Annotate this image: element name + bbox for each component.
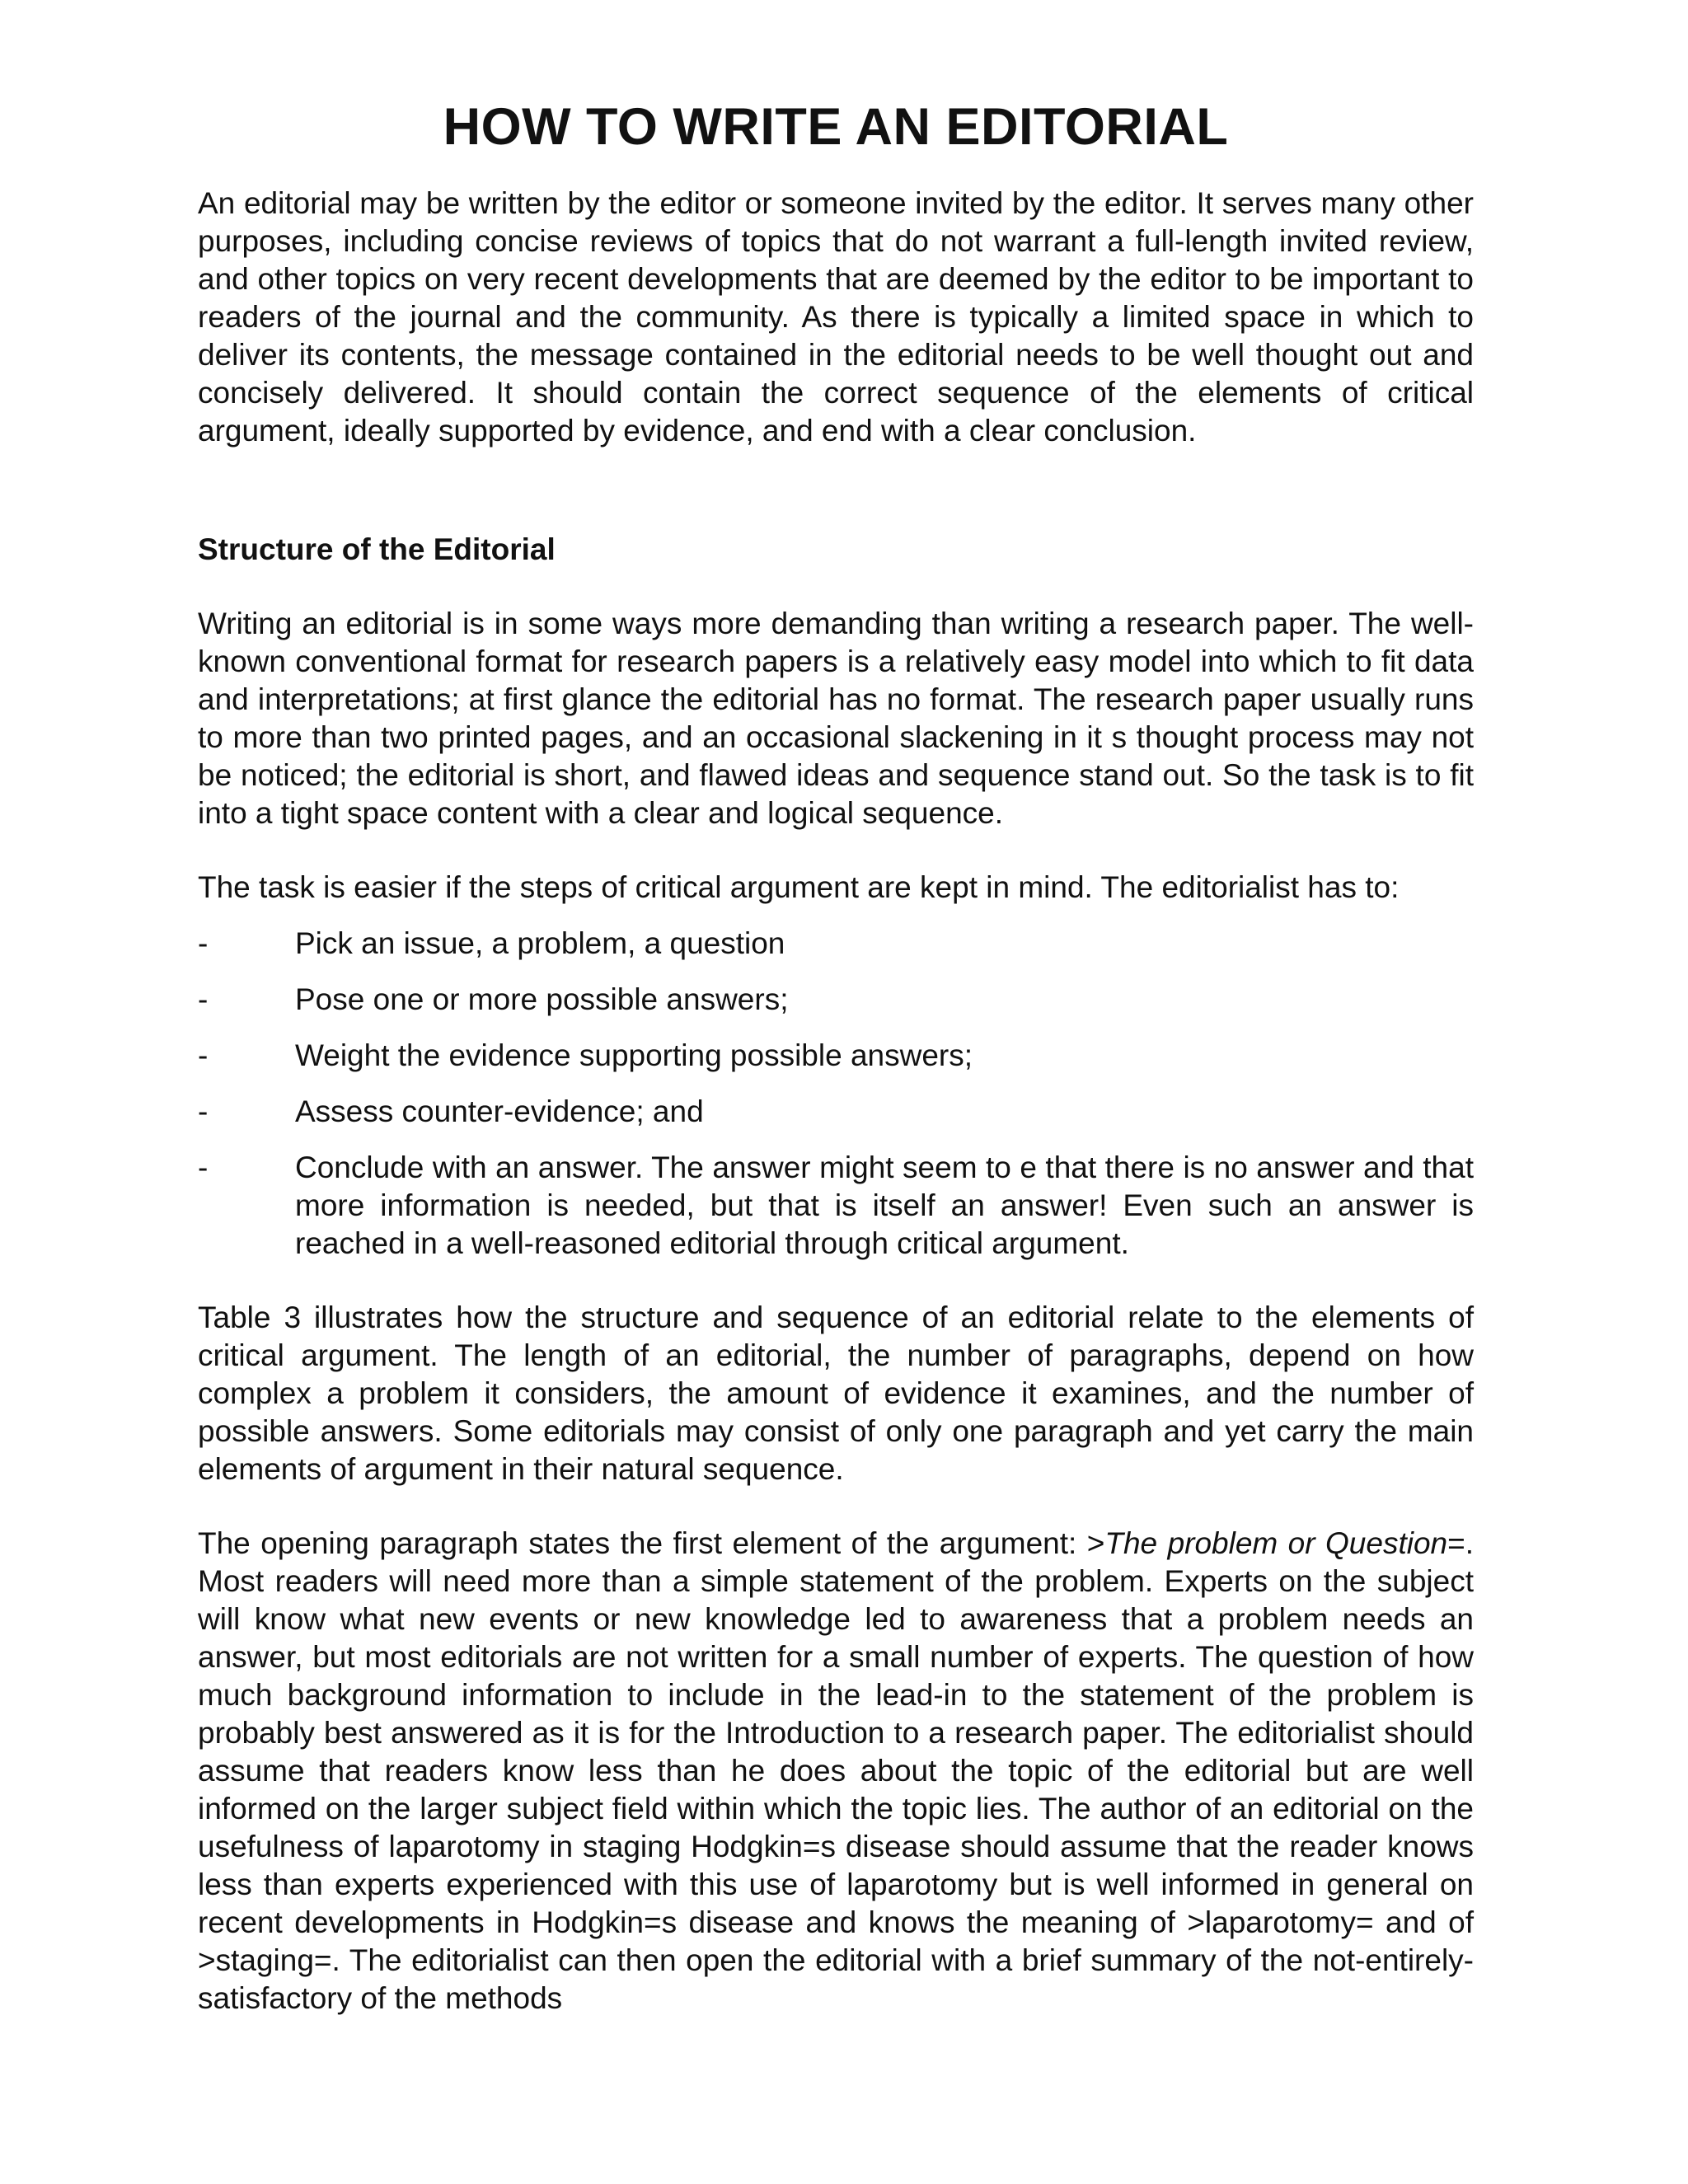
- opening-paragraph-rest: =. Most readers will need more than a simple statement of the problem. Experts on the subject will know what new events or new knowledge led to awareness that a problem needs an answer, but most editorials are not written for a small number of experts. The question of how much background information to include in the lead-in to the statement of the problem is probably best answered as it is for the Introduction to a research paper. The editorialist should assume that readers know less than he does about the topic of the editorial but are well informed on the larger subject field within which the topic lies. The author of an editorial on the usefulness of laparotomy in staging Hodgkin=s disease should assume that the reader knows less than experts experienced with this use of laparotomy but is well informed in general on recent developments in Hodgkin=s disease and knows the meaning of >laparotomy= and of >staging=. The editorialist can then open the editorial with a brief summary of the not-entirely-satisfactory of the methods: [198, 1526, 1474, 2016]
- list-item: [198, 1149, 1474, 1263]
- section-heading: Structure of the Editorial: [198, 532, 556, 567]
- list-item: [198, 925, 1474, 963]
- opening-paragraph-emphasis: The problem or Question: [1104, 1526, 1448, 1561]
- structure-paragraph-3: Table 3 illustrates how the structure and sequence of an editorial relate to the elements of critical argument. The length of an editorial, the number of paragraphs, depend on how complex a problem it considers, the amount of evidence it examines, and the number of possible answers. Some editorials may consist of only one paragraph and yet carry the main elements of argument in their natural sequence.: [198, 1301, 1474, 1487]
- paragraph-spacer: [198, 832, 1474, 869]
- list-marker: -: [198, 1038, 209, 1073]
- list-marker: -: [198, 1151, 209, 1185]
- heading-spacer: [198, 569, 1474, 605]
- paragraph-spacer: [198, 1488, 1474, 1525]
- section-spacer: [198, 450, 1474, 531]
- list-marker: -: [198, 926, 209, 961]
- structure-paragraph-2: The task is easier if the steps of critical argument are kept in mind. The editorialist has to:: [198, 870, 1400, 905]
- list-marker: -: [198, 1094, 209, 1129]
- opening-paragraph: [198, 1525, 1474, 2018]
- document-title: HOW TO WRITE AN EDITORIAL: [443, 98, 1229, 156]
- opening-paragraph-lead: The opening paragraph states the first element of the argument: >: [198, 1526, 1105, 1561]
- list-item-text: Assess counter-evidence; and: [295, 1094, 704, 1129]
- list-item-text: Pick an issue, a problem, a question: [295, 926, 785, 961]
- structure-paragraph-1: Writing an editorial is in some ways more demanding than writing a research paper. The well-known conventional format for research papers is a relatively easy model into which to fit data and interpretations; at first glance the editorial has no format. The research paper usually runs to more than two printed pages, and an occasional slackening in it s thought process may not be noticed; the editorial is short, and flawed ideas and sequence stand out. So the task is to fit into a tight space content with a clear and logical sequence.: [198, 607, 1474, 831]
- critical-argument-steps: [198, 925, 1474, 1263]
- list-marker: -: [198, 982, 209, 1017]
- list-item: [198, 981, 1474, 1019]
- list-item-text: Weight the evidence supporting possible answers;: [295, 1038, 973, 1073]
- list-item: [198, 1093, 1474, 1131]
- list-item: [198, 1037, 1474, 1075]
- list-item-text: Conclude with an answer. The answer might seem to e that there is no answer and that more information is needed, but that is itself an answer! Even such an answer is reached in a well-reasoned editorial through critical argument.: [295, 1151, 1474, 1261]
- document-page: [198, 97, 1474, 2018]
- intro-paragraph: An editorial may be written by the editor or someone invited by the editor. It serves many other purposes, including concise reviews of topics that do not warrant a full-length invited review, and other topics on very recent developments that are deemed by the editor to be important to readers of the journal and the community. As there is typically a limited space in which to deliver its contents, the message contained in the editorial needs to be well thought out and concisely delivered. It should contain the correct sequence of the elements of critical argument, ideally supported by evidence, and end with a clear conclusion.: [198, 186, 1474, 448]
- list-item-text: Pose one or more possible answers;: [295, 982, 789, 1017]
- list-spacer: [198, 1281, 1474, 1299]
